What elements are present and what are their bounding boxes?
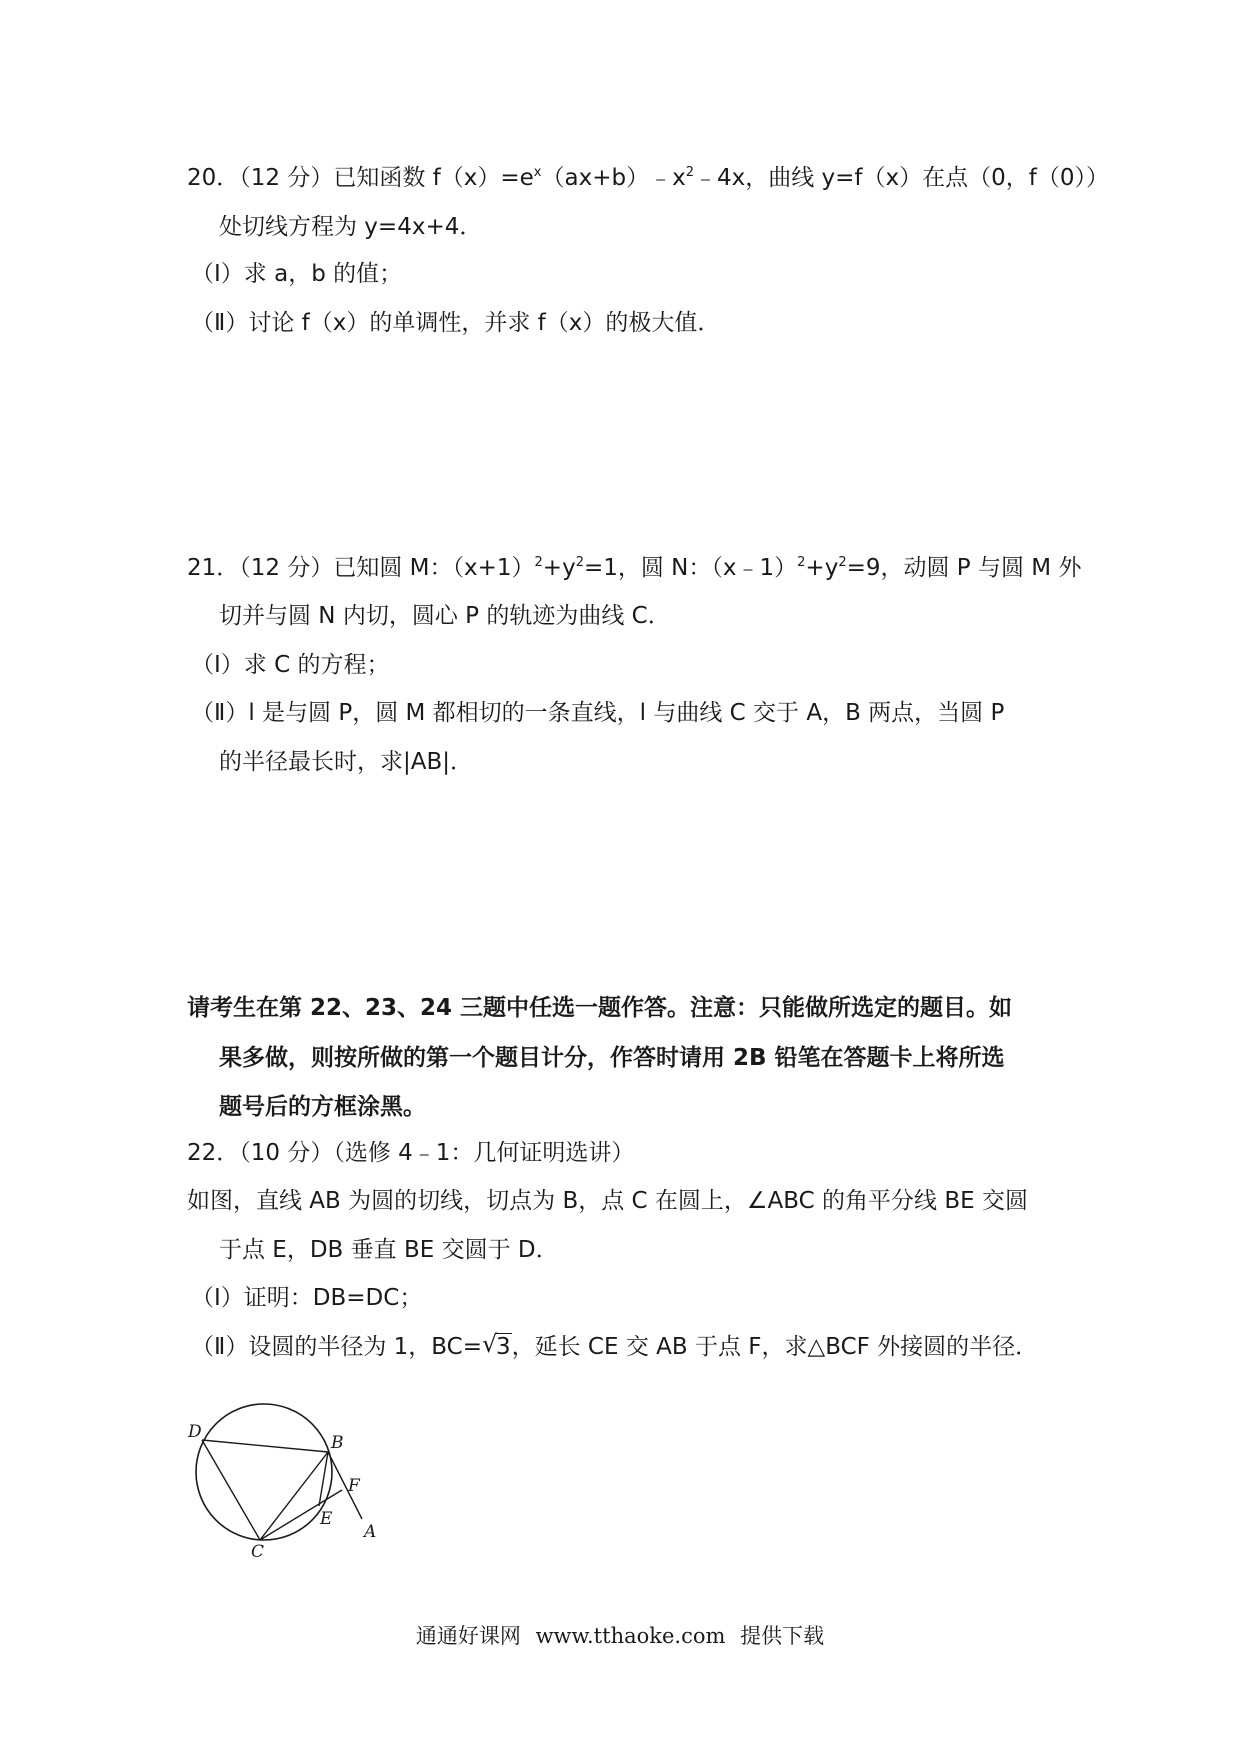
segment-db (202, 1440, 328, 1452)
segment-dc (202, 1440, 260, 1540)
q21-part1: （Ⅰ）求 C 的方程； (191, 652, 390, 678)
q20-part2: （Ⅱ）讨论 f（x）的单调性，并求 f（x）的极大值． (191, 310, 721, 336)
footer (0, 1620, 1240, 1650)
segment-bc (260, 1452, 328, 1540)
q21-line2: 切并与圆 N 内切，圆心 P 的轨迹为曲线 C． (219, 603, 671, 629)
label-e: E (320, 1509, 333, 1529)
radical-sign: √ (481, 1330, 498, 1358)
q22-part1: （Ⅰ）证明：DB=DC； (191, 1285, 423, 1311)
label-f: F (348, 1476, 360, 1496)
notice-line3: 题号后的方框涂黑。 (219, 1094, 426, 1120)
q20-text: （ax+b）﹣x (541, 165, 686, 191)
geometry-figure (180, 1385, 400, 1562)
notice-line1: 请考生在第 22、23、24 三题中任选一题作答。注意：只能做所选定的题目。如 (187, 995, 1013, 1021)
superscript: 2 (534, 555, 543, 570)
q22-header: 22．（10 分）（选修 4﹣1：几何证明选讲） (187, 1140, 635, 1166)
q20-text: 20．（12 分）已知函数 f（x）=e (187, 165, 534, 191)
q22-line2: 于点 E，DB 垂直 BE 交圆于 D． (219, 1237, 559, 1263)
q20-text: ﹣4x，曲线 y=f（x）在点（0，f（0）） (693, 165, 1109, 191)
superscript: 2 (685, 165, 694, 180)
q21-text: +y (542, 555, 576, 581)
notice-line2: 果多做，则按所做的第一个题目计分，作答时请用 2B 铅笔在答题卡上将所选 (219, 1045, 1005, 1071)
q20-line1 (187, 163, 1109, 193)
q21-line1 (187, 553, 1081, 583)
footer-site-name: 通通好课网 (415, 1624, 521, 1648)
q21-text: 21．（12 分）已知圆 M：（x+1） (187, 555, 535, 581)
sqrt-expression (482, 1332, 512, 1362)
label-b: B (331, 1433, 344, 1453)
q21-text: =1，圆 N：（x﹣1） (583, 555, 798, 581)
superscript: 2 (575, 555, 584, 570)
label-c: C (251, 1542, 265, 1562)
q21-text: +y (805, 555, 839, 581)
q20-part1: （Ⅰ）求 a，b 的值； (191, 261, 403, 287)
q21-part2-line2: 的半径最长时，求|AB|． (219, 749, 474, 775)
q21-text: =9，动圆 P 与圆 M 外 (846, 555, 1082, 581)
q22-line1: 如图，直线 AB 为圆的切线，切点为 B，点 C 在圆上，∠ABC 的角平分线 BE 交圆 (187, 1188, 1028, 1214)
q20-line2: 处切线方程为 y=4x+4． (219, 214, 483, 240)
circle (196, 1404, 332, 1540)
q22-part2 (191, 1332, 1038, 1362)
q22-text: ，延长 CE 交 AB 于点 F，求△BCF 外接圆的半径． (511, 1334, 1039, 1360)
footer-url[interactable]: www.tthaoke.com (535, 1624, 726, 1648)
label-d: D (188, 1422, 202, 1442)
radicand: 3 (495, 1334, 511, 1360)
footer-action: 提供下载 (740, 1624, 825, 1648)
superscript: x (533, 165, 542, 180)
q22-text: （Ⅱ）设圆的半径为 1，BC= (191, 1334, 482, 1360)
label-a: A (364, 1522, 377, 1542)
superscript: 2 (838, 555, 847, 570)
q21-part2-line1: （Ⅱ）l 是与圆 P，圆 M 都相切的一条直线，l 与曲线 C 交于 A，B 两点，当圆 P (191, 700, 1005, 726)
superscript: 2 (797, 555, 806, 570)
